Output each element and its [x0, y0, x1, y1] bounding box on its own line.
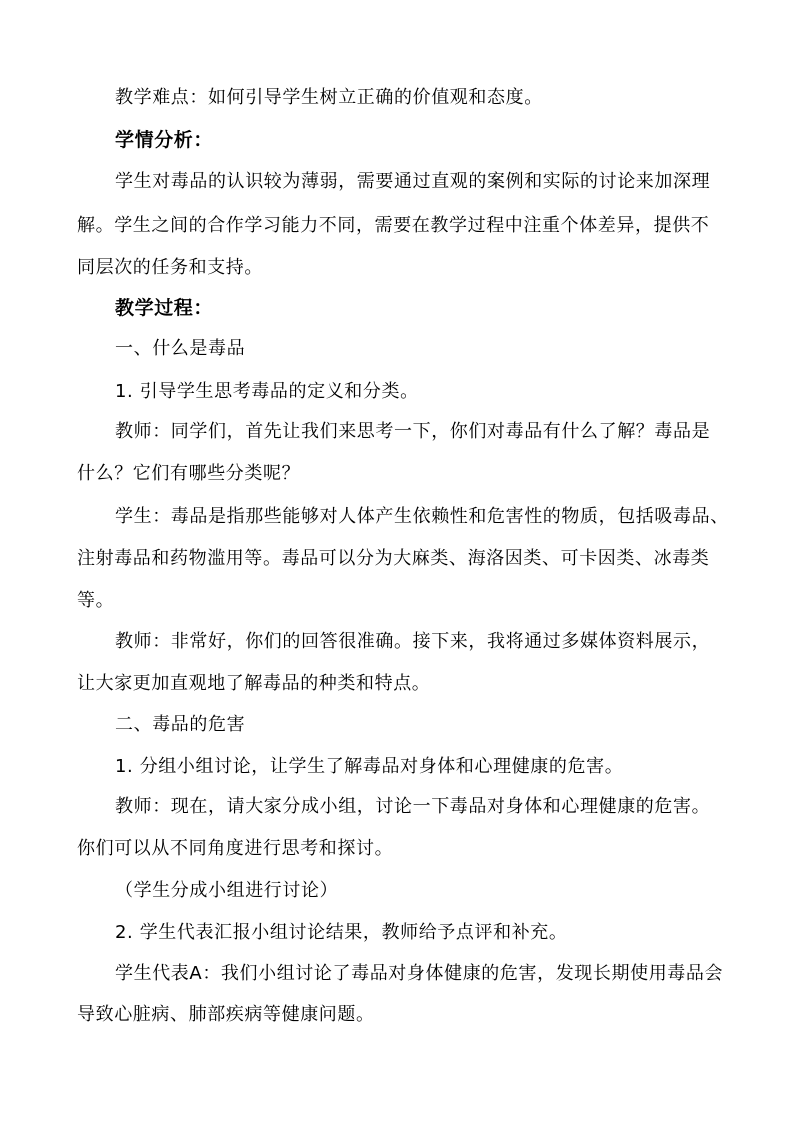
- section-2-title: 二、毒品的危害: [115, 714, 246, 735]
- student-answer-1-line-2: 注射毒品和药物滥用等。毒品可以分为大麻类、海洛因类、可卡因类、冰毒类: [77, 548, 710, 569]
- student-representative-line-1: 学生代表A：我们小组讨论了毒品对身体健康的危害，发现长期使用毒品会: [115, 963, 724, 984]
- teacher-response-1-line-2: 让大家更加直观地了解毒品的种类和特点。: [77, 673, 431, 694]
- teaching-process-heading: 教学过程：: [115, 297, 214, 319]
- teacher-response-1-line-1: 教师：非常好，你们的回答很准确。接下来，我将通过多媒体资料展示，: [115, 631, 711, 652]
- section-1-title: 一、什么是毒品: [115, 338, 246, 359]
- teacher-question-2-line-2: 你们可以从不同角度进行思考和探讨。: [77, 838, 394, 859]
- group-discussion-note: （学生分成小组进行讨论）: [115, 880, 339, 901]
- student-answer-1-line-3: 等。: [77, 590, 115, 611]
- section-2-step-2: 2. 学生代表汇报小组讨论结果，教师给予点评和补充。: [115, 922, 568, 943]
- student-answer-1-line-1: 学生：毒品是指那些能够对人体产生依赖性和危害性的物质，包括吸毒品、: [115, 506, 729, 527]
- section-2-step-1: 1. 分组小组讨论，让学生了解毒品对身体和心理健康的危害。: [115, 756, 624, 777]
- teacher-question-1-line-2: 什么？它们有哪些分类呢？: [77, 463, 301, 484]
- section-1-step-1: 1. 引导学生思考毒品的定义和分类。: [115, 381, 419, 402]
- student-representative-line-2: 导致心脏病、肺部疾病等健康问题。: [77, 1004, 375, 1025]
- learning-analysis-line-1: 学生对毒品的认识较为薄弱，需要通过直观的案例和实际的讨论来加深理: [115, 171, 711, 192]
- learning-analysis-heading: 学情分析：: [115, 129, 214, 151]
- learning-analysis-line-2: 解。学生之间的合作学习能力不同，需要在教学过程中注重个体差异，提供不: [77, 215, 710, 236]
- teaching-difficulty: 教学难点：如何引导学生树立正确的价值观和态度。: [115, 87, 543, 108]
- teacher-question-2-line-1: 教师：现在，请大家分成小组，讨论一下毒品对身体和心理健康的危害。: [115, 796, 711, 817]
- learning-analysis-line-3: 同层次的任务和支持。: [77, 257, 263, 278]
- teacher-question-1-line-1: 教师：同学们，首先让我们来思考一下，你们对毒品有什么了解？毒品是: [115, 421, 711, 442]
